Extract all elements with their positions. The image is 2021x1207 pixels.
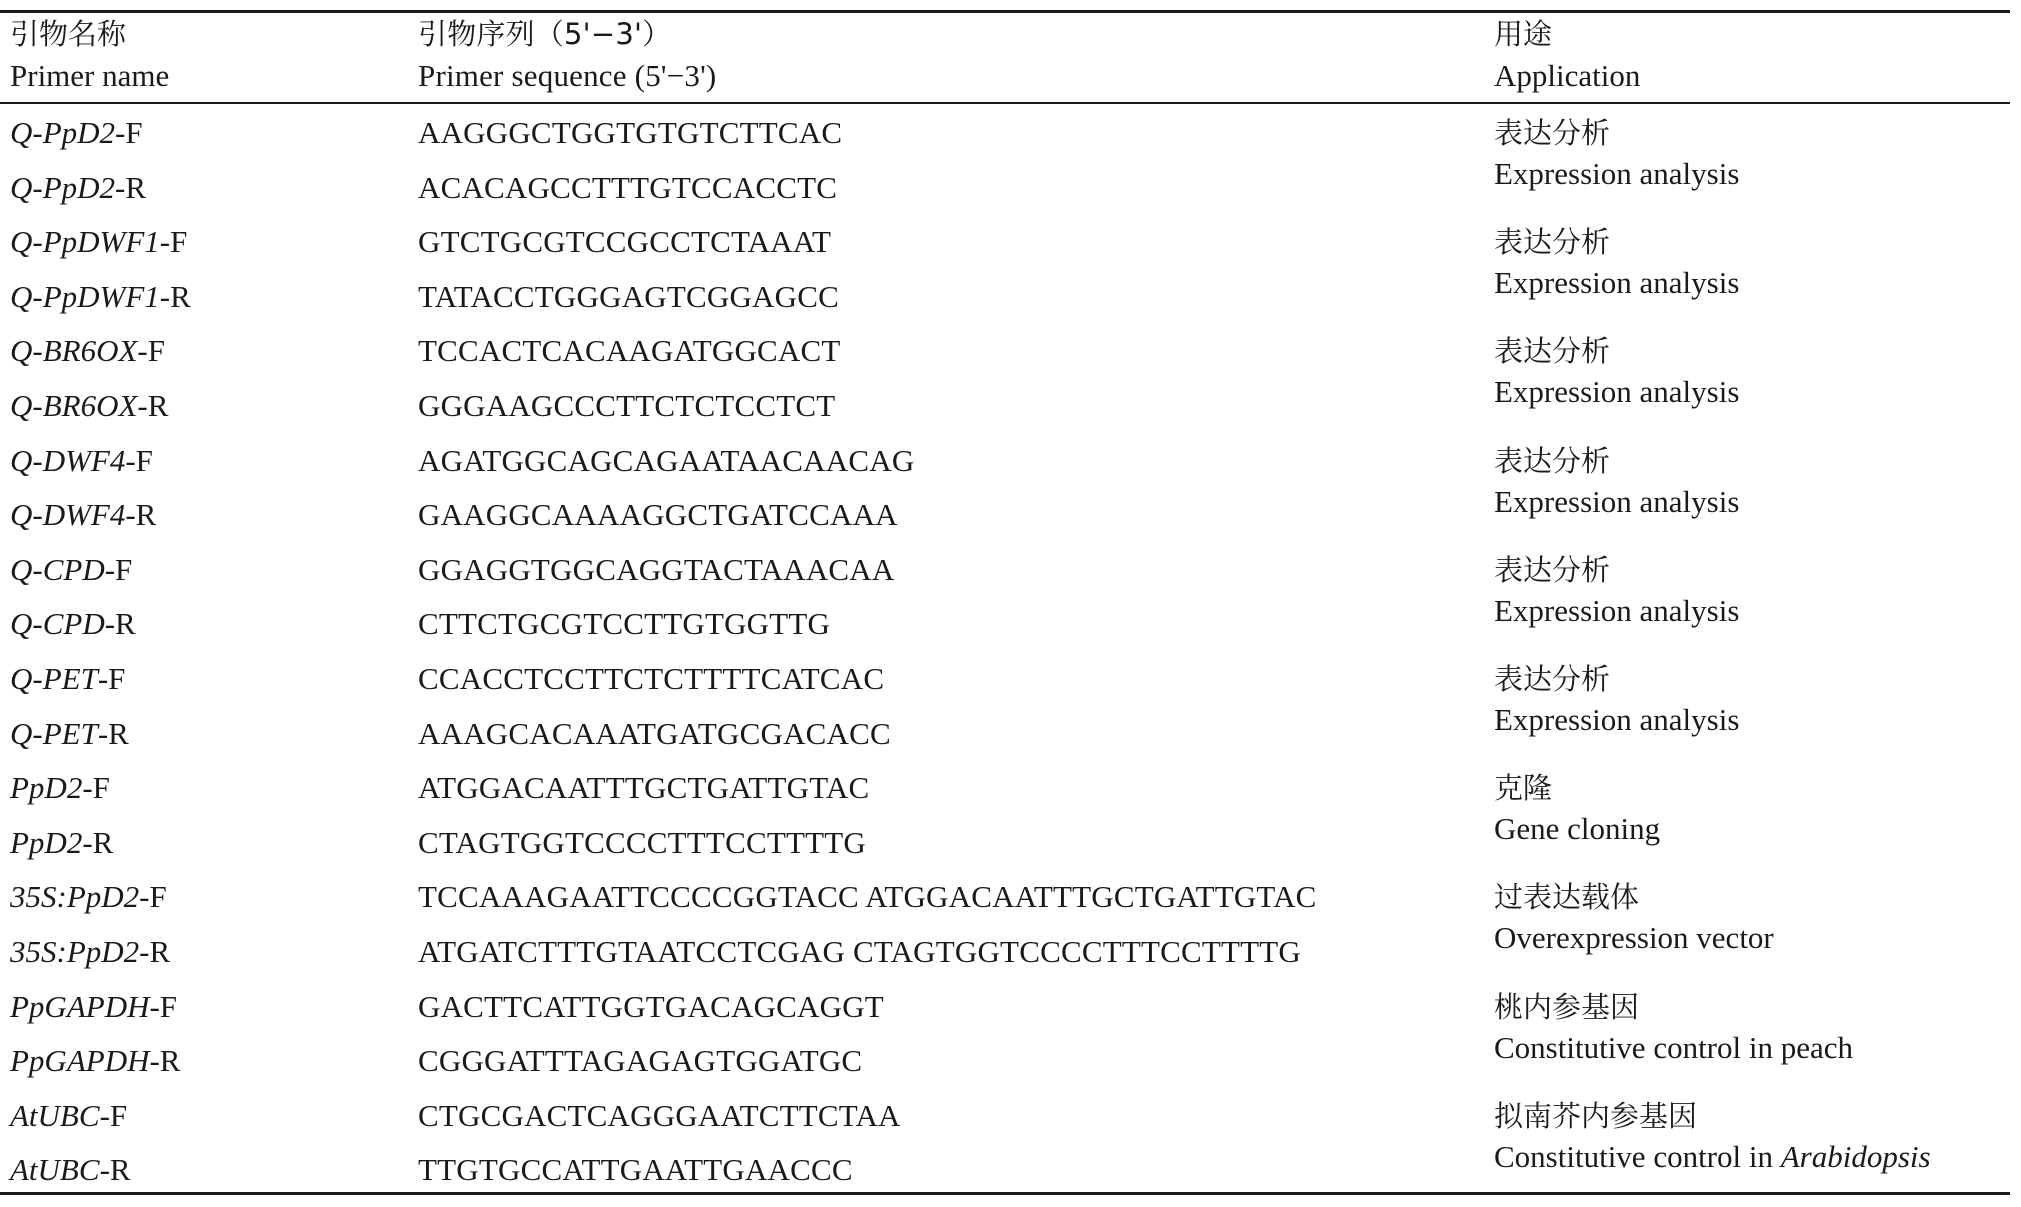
primer-sequence: CTAGTGGTCCCCTTTCCTTTTG [418, 824, 866, 860]
application-en-text: Expression analysis [1494, 702, 1740, 737]
primer-sequence: ATGATCTTTGTAATCCTCGAG CTAGTGGTCCCCTTTCCTTTTG [418, 934, 1301, 969]
primer-gene-name: Q-DWF4 [10, 442, 126, 478]
primer-sequence: TCCACTCACAAGATGGCACT [418, 333, 841, 369]
application-zh: 表达分析 [1494, 662, 1611, 696]
primer-sequence: CTGCGACTCAGGGAATCTTCTAA [418, 1097, 901, 1133]
application-en [1494, 372, 1739, 412]
primer-sequence: AGATGGCAGCAGAATAACAACAG [418, 442, 915, 478]
primer-gene-name: Q-CPD [10, 551, 105, 587]
application-en-text: Expression analysis [1494, 374, 1740, 410]
primer-name [10, 659, 125, 699]
primer-gene-name: PpD2 [10, 824, 83, 860]
primer-name [10, 932, 170, 972]
primer-direction: -F [139, 879, 167, 915]
primer-direction: -R [125, 497, 157, 533]
application-en [1494, 263, 1739, 303]
application-en [1494, 1137, 1931, 1177]
primer-sequence: TCCAAAGAATTCCCCGGTACC ATGGACAATTTGCTGATTGTAC [418, 879, 1317, 915]
primer-gene-name: Q-CPD [10, 606, 105, 642]
application-en [1494, 809, 1660, 849]
primer-name [10, 441, 153, 481]
primer-gene-name: Q-PET [10, 661, 98, 696]
primer-direction: -R [149, 1043, 181, 1079]
primer-name [10, 168, 146, 208]
primer-sequence: GTCTGCGTCCGCCTCTAAAT [418, 224, 832, 260]
primer-direction: -R [115, 169, 147, 205]
primer-name [10, 604, 136, 644]
primer-direction: -R [82, 824, 114, 860]
top-rule [0, 10, 2010, 13]
application-en-text: Overexpression vector [1494, 920, 1774, 956]
primer-name [10, 1150, 131, 1190]
application-zh: 克隆 [1494, 771, 1553, 806]
primer-gene-name: Q-PpD2 [10, 115, 116, 150]
primer-gene-name: Q-DWF4 [10, 497, 126, 533]
primer-direction: -F [125, 442, 153, 478]
primer-gene-name: PpD2 [10, 770, 83, 806]
primer-gene-name: PpGAPDH [10, 988, 150, 1024]
application-zh: 表达分析 [1494, 116, 1611, 150]
primer-sequence: GGGAAGCCCTTCTCTCCTCT [418, 388, 836, 423]
primer-name [10, 113, 143, 153]
application-en [1494, 1028, 1853, 1068]
application-en [1494, 482, 1739, 522]
primer-gene-name: Q-BR6OX [10, 388, 138, 423]
bottom-rule [0, 1192, 2010, 1195]
primer-direction: -F [97, 661, 126, 696]
application-en-text: Expression analysis [1494, 483, 1740, 519]
primer-sequence: GGAGGTGGCAGGTACTAAACAA [418, 551, 895, 587]
header-primer-name-en: Primer name [10, 58, 170, 93]
application-en-text: Constitutive control in [1494, 1138, 1781, 1174]
primer-sequence: CCACCTCCTTCTCTTTTCATCAC [418, 661, 885, 696]
primer-direction: -F [82, 770, 110, 806]
primer-direction: -F [104, 551, 133, 587]
primer-direction: -F [137, 333, 165, 369]
header-rule [0, 102, 2010, 104]
primer-name [10, 550, 132, 590]
primer-direction: -F [149, 988, 178, 1024]
primer-name [10, 1041, 180, 1081]
primer-direction: -R [137, 388, 169, 423]
primer-name [10, 331, 165, 371]
application-zh: 过表达载体 [1494, 880, 1640, 915]
primer-direction: -F [115, 115, 143, 150]
primer-gene-name: Q-PpD2 [10, 169, 116, 205]
primer-name [10, 768, 110, 808]
primer-sequence: AAAGCACAAATGATGCGACACC [418, 715, 891, 751]
application-zh: 表达分析 [1494, 334, 1611, 369]
primer-gene-name: 35S:PpD2 [10, 879, 140, 915]
primer-name [10, 386, 168, 426]
primer-sequence: ATGGACAATTTGCTGATTGTAC [418, 770, 870, 806]
primer-gene-name: Q-PpDWF1 [10, 278, 160, 314]
application-zh: 表达分析 [1494, 552, 1611, 587]
application-en [1494, 154, 1739, 194]
primer-name [10, 877, 167, 917]
primer-gene-name: AtUBC [10, 1097, 100, 1133]
primer-name [10, 222, 187, 262]
primer-direction: -R [104, 606, 136, 642]
application-zh: 拟南芥内参基因 [1494, 1098, 1698, 1133]
application-en [1494, 918, 1774, 958]
header-primer-sequence-zh: 引物序列（5'−3'） [418, 17, 672, 51]
application-zh: 表达分析 [1494, 443, 1611, 478]
primer-sequence: GAAGGCAAAAGGCTGATCCAAA [418, 497, 898, 533]
application-en [1494, 700, 1739, 740]
primer-name [10, 277, 191, 317]
primer-sequence: TTGTGCCATTGAATTGAACCC [418, 1152, 853, 1188]
primer-gene-name: 35S:PpD2 [10, 934, 140, 969]
header-application-en: Application [1494, 58, 1641, 93]
application-en-text: Gene cloning [1494, 811, 1661, 847]
header-primer-name-zh: 引物名称 [10, 17, 127, 51]
primer-direction: -R [159, 278, 191, 314]
primer-sequence: CGGGATTTAGAGAGTGGATGC [418, 1043, 863, 1079]
application-en-text: Expression analysis [1494, 156, 1740, 191]
primer-gene-name: Q-BR6OX [10, 333, 138, 369]
header-primer-sequence-en: Primer sequence (5'−3') [418, 58, 717, 93]
application-zh: 表达分析 [1494, 225, 1611, 260]
primer-sequence: AAGGGCTGGTGTGTCTTCAC [418, 115, 843, 150]
application-en-text: Constitutive control in peach [1494, 1029, 1854, 1065]
primer-gene-name: Q-PpDWF1 [10, 224, 160, 260]
application-en [1494, 591, 1739, 631]
application-en-text: Expression analysis [1494, 592, 1740, 628]
primer-name [10, 1096, 127, 1136]
primer-gene-name: Q-PET [10, 715, 98, 751]
primer-name [10, 987, 177, 1027]
primer-name [10, 823, 113, 863]
primer-name [10, 495, 156, 535]
primer-sequence: GACTTCATTGGTGACAGCAGGT [418, 988, 884, 1024]
primer-direction: -F [159, 224, 188, 260]
application-en-text: Expression analysis [1494, 265, 1740, 301]
primer-direction: -R [139, 934, 171, 969]
primer-gene-name: PpGAPDH [10, 1043, 150, 1079]
primer-sequence: TATACCTGGGAGTCGGAGCC [418, 278, 839, 314]
primer-direction: -R [97, 715, 129, 751]
primer-gene-name: AtUBC [10, 1152, 100, 1188]
header-application-zh: 用途 [1494, 17, 1553, 51]
primer-name [10, 714, 129, 754]
application-en-italic: Arabidopsis [1780, 1138, 1931, 1174]
primer-direction: -F [99, 1097, 128, 1133]
application-zh: 桃内参基因 [1494, 989, 1640, 1024]
primer-direction: -R [99, 1152, 131, 1188]
primer-sequence: CTTCTGCGTCCTTGTGGTTG [418, 606, 831, 642]
primer-sequence: ACACAGCCTTTGTCCACCTC [418, 169, 838, 205]
